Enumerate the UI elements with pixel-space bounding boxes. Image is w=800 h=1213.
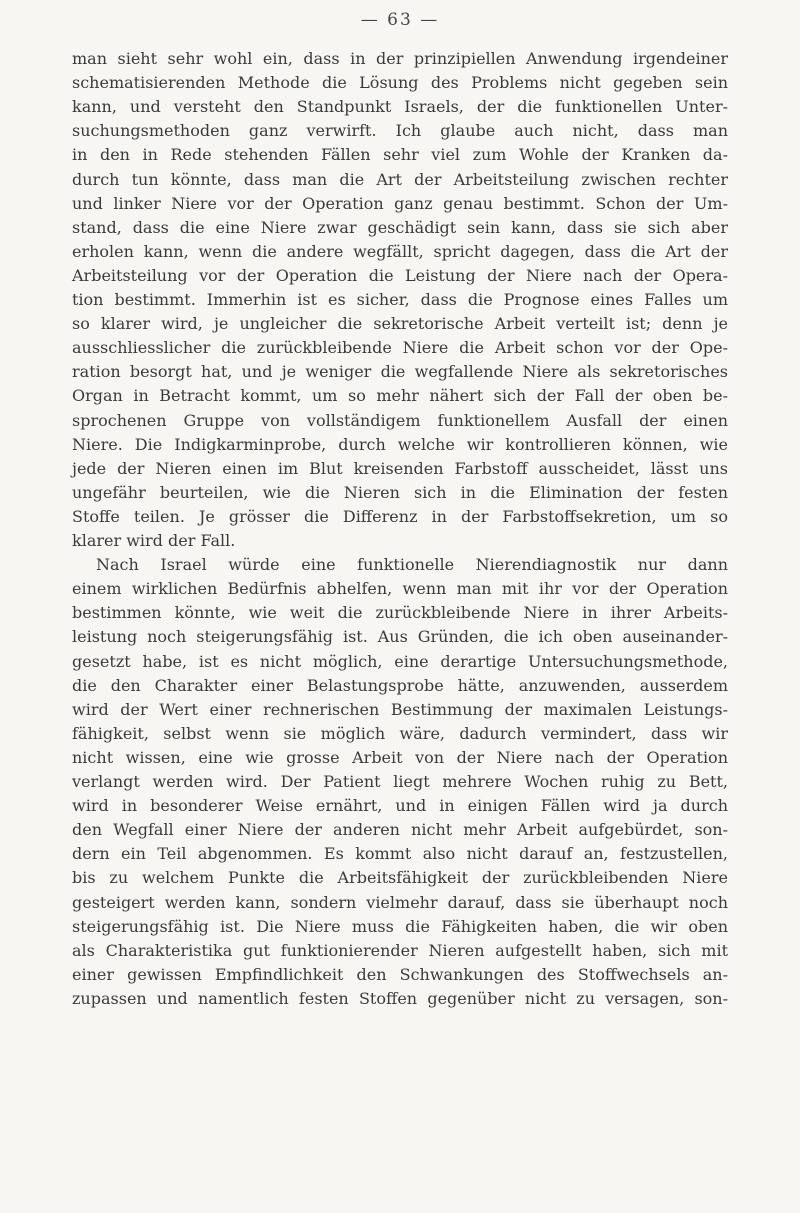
text-line: verlangt werden wird. Der Patient liegt mehrere Wochen ruhig zu Bett, bbox=[72, 772, 728, 791]
text-line: ration besorgt hat, und je weniger die wegfallende Niere als sekretorisches bbox=[72, 362, 728, 382]
text-line: Arbeitsteilung vor der Operation die Leistung der Niere nach der Opera- bbox=[72, 265, 728, 285]
text-line: Stoffe teilen. Je grösser die Differenz in der Farbstoffsekretion, um so bbox=[72, 506, 728, 526]
text-line: in den in Rede stehenden Fällen sehr viel zum Wohle der Kranken da- bbox=[72, 145, 728, 165]
text-line: einer gewissen Empfindlichkeit den Schwankungen des Stoffwechsels an- bbox=[72, 964, 728, 984]
text-line: stand, dass die eine Niere zwar geschädigt sein kann, dass sie sich aber bbox=[72, 217, 728, 237]
text-line: nicht wissen, eine wie grosse Arbeit von der Niere nach der Operation bbox=[72, 747, 728, 767]
text-line: suchungsmethoden ganz verwirft. Ich glaube auch nicht, dass man bbox=[72, 121, 728, 141]
text-line: kann, und versteht den Standpunkt Israels, der die funktionellen Unter- bbox=[72, 97, 728, 117]
text-line: schematisierenden Methode die Lösung des Problems nicht gegeben sein bbox=[72, 73, 728, 93]
text-line: bis zu welchem Punkte die Arbeitsfähigkeit der zurückbleibenden Niere bbox=[72, 868, 728, 888]
text-line: Organ in Betracht kommt, um so mehr nähert sich der Fall der oben be- bbox=[72, 386, 728, 406]
text-line: leistung noch steigerungsfähig ist. Aus Gründen, die ich oben auseinander- bbox=[72, 627, 728, 647]
text-line: steigerungsfähig ist. Die Niere muss die Fähigkeiten haben, die wir oben bbox=[72, 916, 728, 936]
text-line: ausschliesslicher die zurückbleibende Niere die Arbeit schon vor der Ope- bbox=[72, 338, 728, 358]
text-line: man sieht sehr wohl ein, dass in der prinzipiellen Anwendung irgendeiner bbox=[72, 49, 728, 68]
text-line: ungefähr beurteilen, wie die Nieren sich in die Elimination der festen bbox=[72, 482, 728, 502]
text-line: gesetzt habe, ist es nicht möglich, eine derartige Untersuchungsmethode, bbox=[72, 651, 728, 671]
text-line: sprochenen Gruppe von vollständigem funktionellem Ausfall der einen bbox=[72, 410, 728, 430]
text-line: Niere. Die Indigkarminprobe, durch welche wir kontrollieren können, wie bbox=[72, 434, 728, 454]
text-line: jede der Nieren einen im Blut kreisenden Farbstoff ausscheidet, lässt uns bbox=[72, 458, 728, 478]
text-line: als Charakteristika gut funktionierender Nieren aufgestellt haben, sich mit bbox=[72, 940, 728, 960]
text-line: die den Charakter einer Belastungsprobe hätte, anzuwenden, ausserdem bbox=[72, 675, 728, 695]
text-line: gesteigert werden kann, sondern vielmehr darauf, dass sie überhaupt noch bbox=[72, 892, 728, 912]
text-line: klarer wird der Fall. bbox=[72, 531, 236, 550]
page-number: — 63 — bbox=[360, 10, 440, 30]
text-line: den Wegfall einer Niere der anderen nicht mehr Arbeit aufgebürdet, son- bbox=[72, 820, 728, 840]
text-line: tion bestimmt. Immerhin ist es sicher, dass die Prognose eines Falles um bbox=[72, 290, 728, 309]
text-line: zupassen und namentlich festen Stoffen gegenüber nicht zu versagen, son- bbox=[72, 988, 728, 1008]
text-line: wird der Wert einer rechnerischen Bestimmung der maximalen Leistungs- bbox=[72, 699, 728, 719]
text-line: bestimmen könnte, wie weit die zurückbleibende Niere in ihrer Arbeits- bbox=[72, 603, 728, 623]
text-line: einem wirklichen Bedürfnis abhelfen, wenn man mit ihr vor der Operation bbox=[72, 579, 728, 599]
text-line: und linker Niere vor der Operation ganz genau bestimmt. Schon der Um- bbox=[72, 193, 728, 213]
text-line: durch tun könnte, dass man die Art der Arbeitsteilung zwischen rechter bbox=[72, 169, 728, 189]
text-line: Nach Israel würde eine funktionelle Nierendiagnostik nur dann bbox=[96, 555, 728, 575]
text-line: erholen kann, wenn die andere wegfällt, spricht dagegen, dass die Art der bbox=[72, 241, 728, 261]
text-line: dern ein Teil abgenommen. Es kommt also nicht darauf an, festzustellen, bbox=[72, 844, 728, 864]
text-line: wird in besonderer Weise ernährt, und in einigen Fällen wird ja durch bbox=[72, 796, 728, 816]
text-line: so klarer wird, je ungleicher die sekretorische Arbeit verteilt ist; denn je bbox=[72, 314, 728, 334]
text-line: fähigkeit, selbst wenn sie möglich wäre, dadurch vermindert, dass wir bbox=[72, 723, 728, 743]
